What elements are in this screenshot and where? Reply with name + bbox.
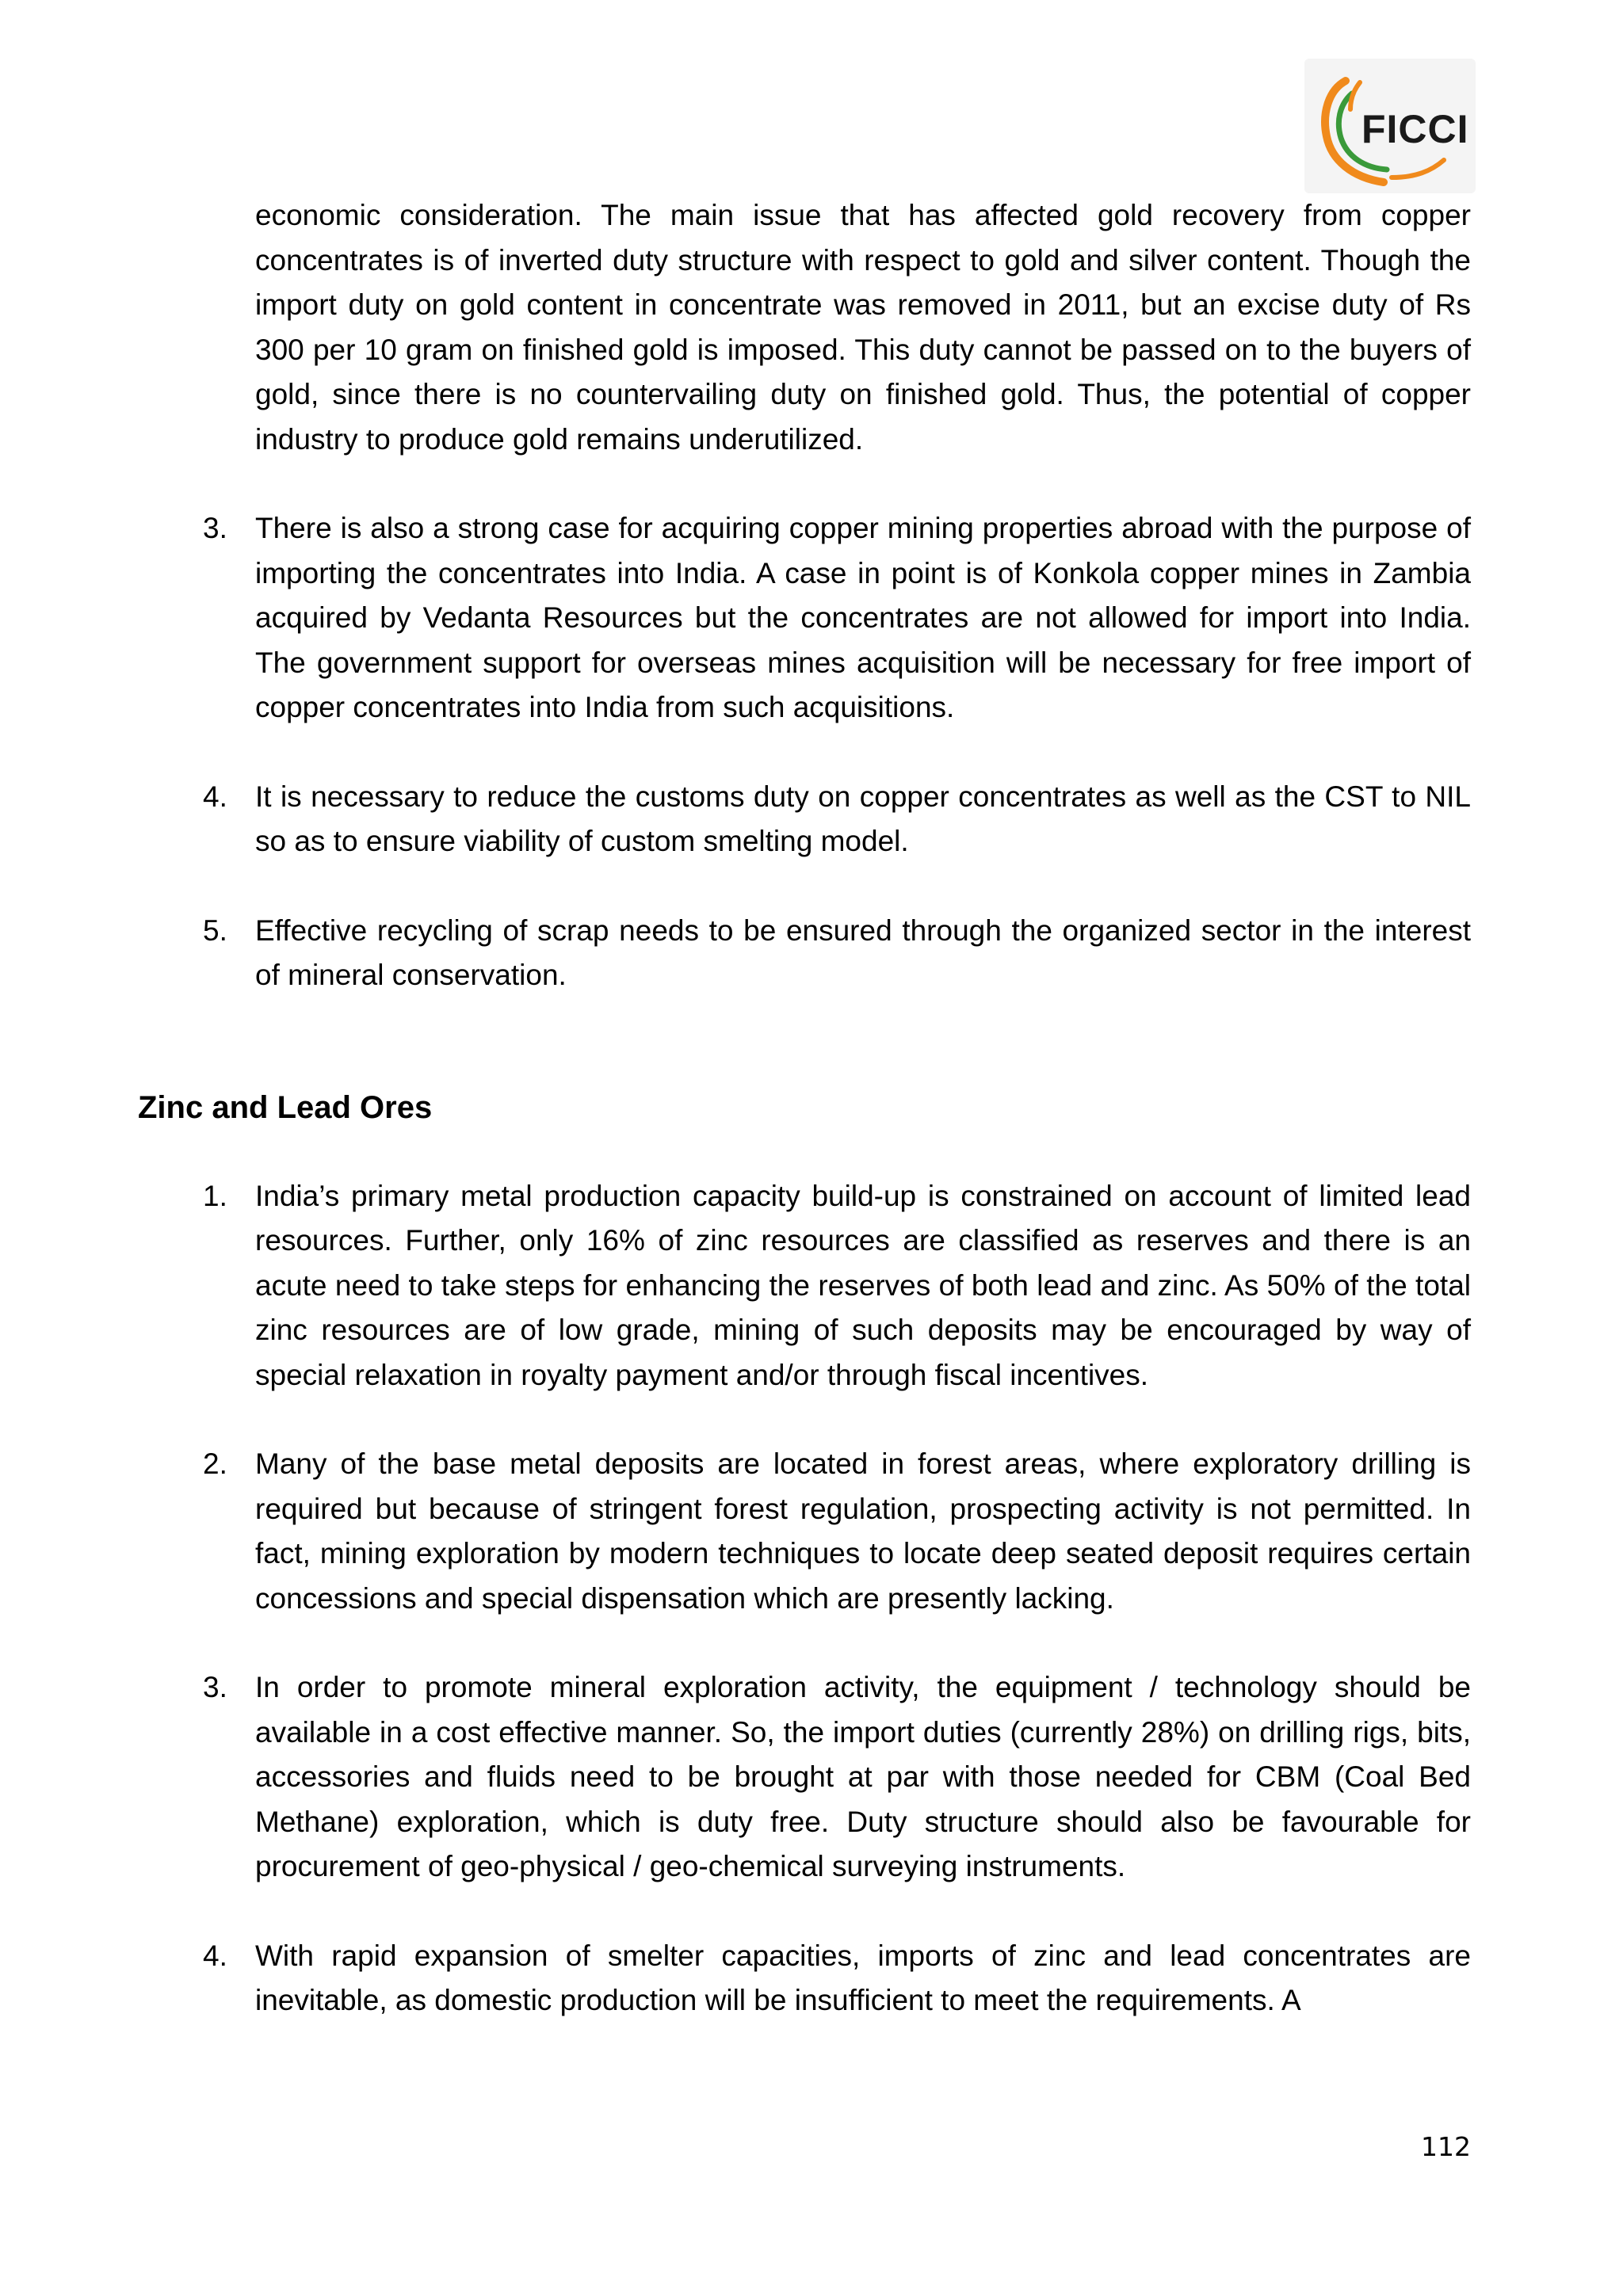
- list-item-text: It is necessary to reduce the customs duty on copper concentrates as well as the CST to NIL so as to ensure viability of custom smelting model.: [255, 780, 1471, 857]
- list-item-text: Effective recycling of scrap needs to be ensured through the organized sector in the interest of mineral conservation.: [255, 913, 1471, 991]
- list-item-text: There is also a strong case for acquiring copper mining properties abroad with the purpose of importing the concentrates into India. A case in point is of Konkola copper mines in Zambia acquired by Vedanta Resources but the concentrates are not allowed for import into India. The government support for overseas mines acquisition will be necessary for free import of copper concentrates into India from such acquisitions.: [255, 512, 1471, 723]
- list-number: 1.: [203, 1179, 227, 1212]
- logo-text: FICCI: [1361, 107, 1469, 151]
- copper-recommendations-list: [197, 506, 1471, 998]
- section-heading: Zinc and Lead Ores: [138, 1089, 433, 1125]
- list-item: [197, 506, 1471, 730]
- document-body: [138, 193, 1471, 2023]
- page-number: 112: [1421, 2131, 1471, 2162]
- list-item: [197, 1934, 1471, 2023]
- list-item-text: In order to promote mineral exploration activity, the equipment / technology should be available in a cost effective manner. So, the import duties (currently 28%) on drilling rigs, bits, accessories and fluids need to be brought at par with those needed for CBM (Coal Bed Methane) exploration, which is duty free. Duty structure should also be favourable for procurement of geo-physical / geo-chemical surveying instruments.: [255, 1671, 1471, 1882]
- list-number: 3.: [203, 1671, 227, 1703]
- ficci-logo: [1304, 59, 1476, 193]
- zinc-lead-recommendations-list: [197, 1174, 1471, 2023]
- list-item-text: Many of the base metal deposits are located in forest areas, where exploratory drilling is required but because of stringent forest regulation, prospecting activity is not permitted. In fact, mining exploration by modern techniques to locate deep seated deposit requires certain concessions and special dispensation which are presently lacking.: [255, 1447, 1471, 1615]
- list-number: 4.: [203, 780, 227, 813]
- list-item: [197, 1442, 1471, 1621]
- list-number: 3.: [203, 512, 227, 544]
- list-item-text: India’s primary metal production capacity build-up is constrained on account of limited lead resources. Further, only 16% of zinc resources are classified as reserves and there is an acute need to take steps for enhancing the reserves of both lead and zinc. As 50% of the total zinc resources are of low grade, mining of such deposits may be encouraged by way of special relaxation in royalty payment and/or through fiscal incentives.: [255, 1179, 1471, 1391]
- list-item: [197, 1174, 1471, 1398]
- list-number: 4.: [203, 1939, 227, 1972]
- list-item: [197, 1665, 1471, 1890]
- list-item: [197, 909, 1471, 998]
- continuation-paragraph: economic consideration. The main issue that has affected gold recovery from copper concentrates is of inverted duty structure with respect to gold and silver content. Though the import duty on gold content in concentrate was removed in 2011, but an excise duty of Rs 300 per 10 gram on finished gold is imposed. This duty cannot be passed on to the buyers of gold, since there is no countervailing duty on finished gold. Thus, the potential of copper industry to produce gold remains underutilized.: [255, 199, 1471, 456]
- list-item-text: With rapid expansion of smelter capacities, imports of zinc and lead concentrates are inevitable, as domestic production will be insufficient to meet the requirements. A: [255, 1939, 1471, 2016]
- list-number: 2.: [203, 1447, 227, 1480]
- list-number: 5.: [203, 913, 227, 947]
- list-item: [197, 775, 1471, 864]
